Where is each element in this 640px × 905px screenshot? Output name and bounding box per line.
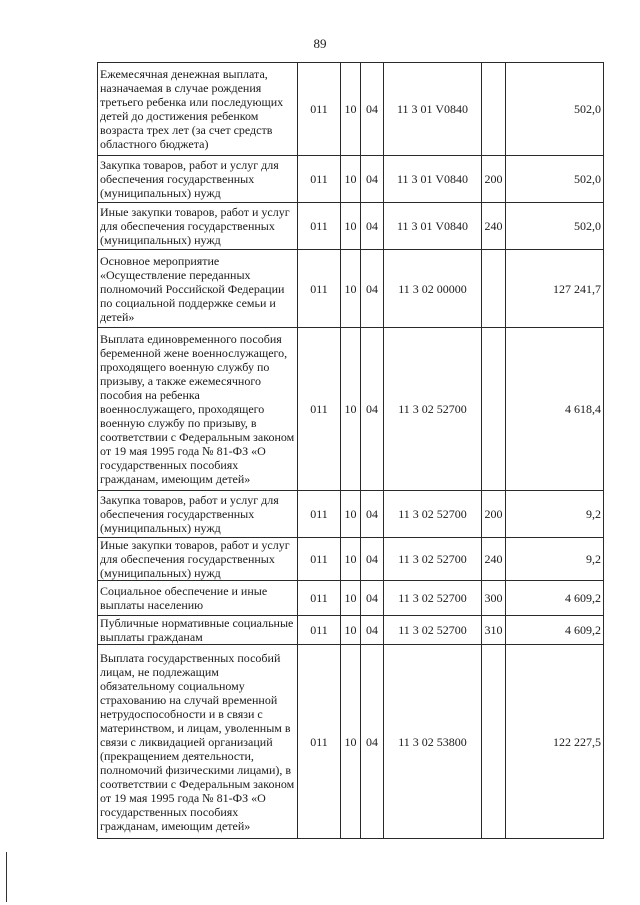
target-article-code: 11 3 02 52700 <box>384 491 482 538</box>
row-name: Иные закупки товаров, работ и услуг для обеспечения государственных (муниципальных) нужд <box>98 538 298 581</box>
row-name: Закупка товаров, работ и услуг для обеспечения государственных (муниципальных) нужд <box>98 491 298 538</box>
row-name: Ежемесячная денежная выплата, назначаемая в случае рождения третьего ребенка или последующих детей до достижения ребенком возраста трех лет (за счет средств областного бюджета) <box>98 63 298 156</box>
target-article-code: 11 3 02 52700 <box>384 538 482 581</box>
ministry-code: 011 <box>298 203 341 250</box>
expense-type-code: 300 <box>482 581 506 616</box>
table-row <box>98 616 604 645</box>
table-row <box>98 203 604 250</box>
amount: 9,2 <box>506 491 604 538</box>
target-article-code: 11 3 01 V0840 <box>384 203 482 250</box>
expense-type-code <box>482 63 506 156</box>
page-number: 89 <box>313 36 327 51</box>
amount: 4 609,2 <box>506 581 604 616</box>
row-name: Выплата государственных пособий лицам, не подлежащим обязательному социальному страхованию на случай временной нетрудоспособности и в связи с материнством, и лицам, уволенным в связи с ликвидацией организаций (прекращением деятельности, полномочий физическими лицами), в соответствии с Федеральным законом от 19 мая 1995 года № 81-ФЗ «О государственных пособиях гражданам, имеющим детей» <box>98 645 298 839</box>
amount: 127 241,7 <box>506 250 604 328</box>
subsection-code: 04 <box>361 156 384 203</box>
subsection-code: 04 <box>361 616 384 645</box>
amount: 4 618,4 <box>506 328 604 491</box>
subsection-code: 04 <box>361 581 384 616</box>
table-row <box>98 156 604 203</box>
expense-type-code: 310 <box>482 616 506 645</box>
amount: 4 609,2 <box>506 616 604 645</box>
section-code: 10 <box>341 250 361 328</box>
amount: 122 227,5 <box>506 645 604 839</box>
ministry-code: 011 <box>298 250 341 328</box>
section-code: 10 <box>341 491 361 538</box>
expense-type-code <box>482 250 506 328</box>
subsection-code: 04 <box>361 63 384 156</box>
target-article-code: 11 3 02 52700 <box>384 616 482 645</box>
row-name: Закупка товаров, работ и услуг для обеспечения государственных (муниципальных) нужд <box>98 156 298 203</box>
ministry-code: 011 <box>298 491 341 538</box>
expense-type-code: 200 <box>482 491 506 538</box>
subsection-code: 04 <box>361 538 384 581</box>
table-row <box>98 581 604 616</box>
section-code: 10 <box>341 63 361 156</box>
row-name: Публичные нормативные социальные выплаты гражданам <box>98 616 298 645</box>
target-article-code: 11 3 02 00000 <box>384 250 482 328</box>
section-code: 10 <box>341 156 361 203</box>
target-article-code: 11 3 02 52700 <box>384 328 482 491</box>
subsection-code: 04 <box>361 491 384 538</box>
amount: 502,0 <box>506 63 604 156</box>
row-name: Основное мероприятие «Осуществление переданных полномочий Российской Федерации по социальной поддержке семьи и детей» <box>98 250 298 328</box>
section-code: 10 <box>341 616 361 645</box>
table-row <box>98 328 604 491</box>
ministry-code: 011 <box>298 156 341 203</box>
ministry-code: 011 <box>298 645 341 839</box>
expense-type-code: 240 <box>482 538 506 581</box>
row-name: Выплата единовременного пособия беременной жене военнослужащего, проходящего военную службу по призыву, а также ежемесячного пособия на ребенка военнослужащего, проходящего военную службу по призыву, в соответствии с Федеральным законом от 19 мая 1995 года № 81-ФЗ «О государственных пособиях гражданам, имеющим детей» <box>98 328 298 491</box>
subsection-code: 04 <box>361 203 384 250</box>
section-code: 10 <box>341 203 361 250</box>
table-row <box>98 491 604 538</box>
amount: 9,2 <box>506 538 604 581</box>
subsection-code: 04 <box>361 250 384 328</box>
target-article-code: 11 3 02 53800 <box>384 645 482 839</box>
table-row <box>98 63 604 156</box>
expense-type-code: 200 <box>482 156 506 203</box>
expense-type-code <box>482 645 506 839</box>
subsection-code: 04 <box>361 328 384 491</box>
section-code: 10 <box>341 538 361 581</box>
ministry-code: 011 <box>298 63 341 156</box>
budget-table <box>97 62 604 839</box>
amount: 502,0 <box>506 156 604 203</box>
section-code: 10 <box>341 328 361 491</box>
expense-type-code <box>482 328 506 491</box>
expense-type-code: 240 <box>482 203 506 250</box>
table-row <box>98 250 604 328</box>
section-code: 10 <box>341 645 361 839</box>
row-name: Социальное обеспечение и иные выплаты населению <box>98 581 298 616</box>
margin-mark <box>6 852 7 902</box>
table-row <box>98 645 604 839</box>
table-row <box>98 538 604 581</box>
ministry-code: 011 <box>298 538 341 581</box>
target-article-code: 11 3 02 52700 <box>384 581 482 616</box>
ministry-code: 011 <box>298 616 341 645</box>
ministry-code: 011 <box>298 581 341 616</box>
target-article-code: 11 3 01 V0840 <box>384 156 482 203</box>
section-code: 10 <box>341 581 361 616</box>
ministry-code: 011 <box>298 328 341 491</box>
amount: 502,0 <box>506 203 604 250</box>
subsection-code: 04 <box>361 645 384 839</box>
target-article-code: 11 3 01 V0840 <box>384 63 482 156</box>
row-name: Иные закупки товаров, работ и услуг для обеспечения государственных (муниципальных) нужд <box>98 203 298 250</box>
